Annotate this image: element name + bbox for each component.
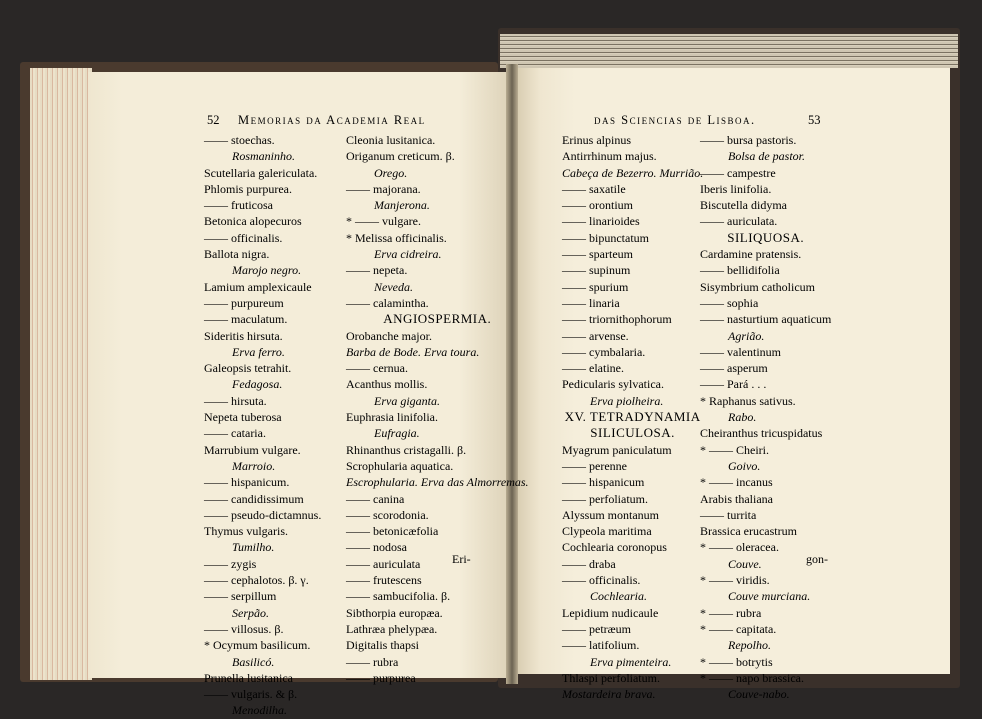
taxon-line: Phlomis purpurea. (204, 181, 292, 196)
taxon-line: * Raphanus sativus. (700, 393, 796, 408)
taxon-line: —— supinum (562, 263, 631, 278)
taxon-line: —— petræum (562, 621, 631, 636)
taxon-line: Acanthus mollis. (346, 377, 428, 392)
taxon-line: Biscutella didyma (700, 198, 787, 213)
section-heading: SILIQUOSA. (727, 229, 805, 245)
taxon-line: Prunella lusitanica (204, 670, 293, 685)
taxon-line: Alyssum montanum (562, 507, 660, 522)
taxon-line: * —— Cheiri. (700, 442, 769, 457)
taxon-line: Cheiranthus tricuspidatus (700, 426, 823, 441)
taxon-line: Nepeta tuberosa (204, 410, 282, 425)
common-name-line: Erva ferro. (232, 344, 285, 359)
taxon-line: —— triornithophorum (562, 312, 672, 327)
taxon-line: —— arvense. (562, 328, 629, 343)
left-page-column-2 (346, 132, 529, 686)
taxon-line: Orobanche major. (346, 328, 432, 343)
right-page-number: 53 (808, 113, 821, 127)
taxon-line: —— fruticosa (204, 198, 273, 213)
left-catchword: Eri- (452, 552, 471, 566)
taxon-line: Digitalis thapsi (346, 638, 419, 653)
taxon-line: —— candidissimum (204, 491, 304, 506)
taxon-line: * Ocymum basilicum. (204, 638, 311, 653)
taxon-line: —— cymbalaria. (562, 344, 646, 359)
taxon-line: —— campestre (700, 165, 776, 180)
taxon-line: Cardamine pratensis. (700, 247, 802, 262)
common-name-line: Erva pimenteira. (590, 654, 672, 669)
common-name-line: Erva cidreira. (374, 247, 442, 262)
taxon-line: —— latifolium. (562, 638, 640, 653)
taxon-line: —— cernua. (346, 361, 408, 376)
common-name-line: Escrophularia. Erva das Almorremas. (346, 475, 529, 490)
taxon-line: —— valentinum (700, 344, 781, 359)
taxon-line: Thymus vulgaris. (204, 524, 288, 539)
taxon-line: Brassica erucastrum (700, 524, 797, 539)
taxon-line: Clypeola maritima (562, 524, 652, 539)
taxon-line: —— serpillum (204, 589, 277, 604)
taxon-line: Lathræa phelypæa. (346, 621, 438, 636)
taxon-line: —— calamintha. (346, 295, 429, 310)
taxon-line: —— canina (346, 491, 405, 506)
taxon-line: —— Pará . . . (700, 377, 767, 392)
common-name-line: Erva giganta. (374, 393, 440, 408)
taxon-line: Arabis thaliana (700, 491, 773, 506)
right-page-column-2 (700, 132, 831, 702)
common-name-line: Orego. (374, 165, 408, 180)
taxon-line: Sisymbrium catholicum (700, 279, 815, 294)
taxon-line: —— cephalotos. β. γ. (204, 573, 309, 588)
taxon-line: Scrophularia aquatica. (346, 458, 454, 473)
taxon-line: —— hispanicum (562, 475, 645, 490)
taxon-line: —— bipunctatum (562, 230, 649, 245)
common-name-line: Menodilha. (232, 703, 287, 718)
taxon-line: —— officinalis. (562, 573, 641, 588)
common-name-line: Marojo negro. (232, 263, 302, 278)
taxon-line: Lepidium nudicaule (562, 605, 659, 620)
taxon-line: —— auriculata. (700, 214, 778, 229)
page-edges-left (30, 68, 92, 680)
common-name-line: Manjerona. (374, 198, 430, 213)
taxon-line: —— rubra (346, 654, 399, 669)
taxon-line: —— maculatum. (204, 312, 288, 327)
common-name-line: Goivo. (728, 458, 761, 473)
taxon-line: —— linarioides (562, 214, 640, 229)
common-name-line: Bolsa de pastor. (728, 149, 806, 164)
left-page-column-1 (204, 132, 321, 719)
taxon-line: —— sambucifolia. β. (346, 589, 451, 604)
common-name-line: Erva piolheira. (590, 393, 664, 408)
taxon-line: —— purpurea (346, 670, 416, 685)
common-name-line: Rabo. (728, 410, 757, 425)
taxon-line: * —— viridis. (700, 573, 770, 588)
common-name-line: Repolho. (728, 638, 771, 653)
taxon-line: —— cataria. (204, 426, 266, 441)
taxon-line: —— sophia (700, 295, 759, 310)
taxon-line: —— nodosa (346, 540, 407, 555)
taxon-line: Galeopsis tetrahit. (204, 361, 292, 376)
taxon-line: Sideritis hirsuta. (204, 328, 283, 343)
right-running-head: das Sciencias de Lisboa. (594, 113, 756, 127)
taxon-line: * —— botrytis (700, 654, 773, 669)
taxon-line: —— asperum (700, 361, 768, 376)
taxon-line: * —— capitata. (700, 621, 777, 636)
common-name-line: Barba de Bode. Erva toura. (346, 344, 480, 359)
common-name-line: Cabeça de Bezerro. Murrião. (562, 165, 704, 180)
taxon-line: —— bellidifolia (700, 263, 780, 278)
taxon-line: —— turrita (700, 507, 757, 522)
taxon-line: * —— oleracea. (700, 540, 779, 555)
taxon-line: —— betonicæfolia (346, 524, 439, 539)
taxon-line: Scutellaria galericulata. (204, 165, 318, 180)
common-name-line: Basilicó. (232, 654, 275, 669)
taxon-line: —— linaria (562, 295, 620, 310)
right-page-column-1 (562, 132, 703, 702)
common-name-line: Rosmaninho. (232, 149, 295, 164)
section-heading: ANGIOSPERMIA. (383, 311, 492, 327)
common-name-line: Couve-nabo. (728, 687, 790, 702)
taxon-line: —— majorana. (346, 181, 421, 196)
taxon-line: —— bursa pastoris. (700, 133, 797, 147)
common-name-line: Couve murciana. (728, 589, 811, 604)
taxon-line: —— spurium (562, 279, 629, 294)
taxon-line: —— stoechas. (204, 133, 275, 147)
common-name-line: Mostardeira brava. (562, 687, 656, 702)
common-name-line: Eufragia. (374, 426, 420, 441)
taxon-line: Pedicularis sylvatica. (562, 377, 664, 392)
taxon-line: —— auriculata (346, 556, 421, 571)
taxon-line: Ballota nigra. (204, 247, 270, 262)
taxon-line: Erinus alpinus (562, 133, 631, 147)
taxon-line: Rhinanthus cristagalli. β. (346, 442, 467, 457)
taxon-line: * —— napo brassica. (700, 670, 804, 685)
common-name-line: Serpão. (232, 605, 269, 620)
taxon-line: * —— rubra (700, 605, 762, 620)
taxon-line: Antirrhinum majus. (562, 149, 657, 164)
taxon-line: Origanum creticum. β. (346, 149, 455, 164)
taxon-line: Myagrum paniculatum (562, 442, 672, 457)
taxon-line: —— nasturtium aquaticum (700, 312, 832, 327)
taxon-line: —— elatine. (562, 361, 624, 376)
taxon-line: —— pseudo-dictamnus. (204, 507, 322, 522)
taxon-line: Betonica alopecuros (204, 214, 302, 229)
taxon-line: —— hirsuta. (204, 393, 267, 408)
taxon-line: —— perenne (562, 458, 627, 473)
taxon-line: —— officinalis. (204, 230, 283, 245)
section-heading: SILICULOSA. (590, 425, 675, 441)
taxon-line: Sibthorpia europæa. (346, 605, 443, 620)
common-name-line: Marroio. (232, 458, 276, 473)
section-heading: XV. TETRADYNAMIA (564, 409, 701, 425)
taxon-line: Cochlearia coronopus (562, 540, 667, 555)
taxon-line: —— saxatile (562, 181, 626, 196)
taxon-line: —— draba (562, 556, 616, 571)
left-running-head: Memorias da Academia Real (238, 113, 426, 127)
common-name-line: Agrião. (728, 328, 765, 343)
common-name-line: Neveda. (374, 279, 413, 294)
common-name-line: Tumilho. (232, 540, 275, 555)
taxon-line: Euphrasia linifolia. (346, 410, 438, 425)
taxon-line: * Melissa officinalis. (346, 230, 447, 245)
right-catchword: gon- (806, 552, 828, 566)
taxon-line: —— scorodonia. (346, 507, 429, 522)
taxon-line: —— sparteum (562, 247, 633, 262)
taxon-line: Marrubium vulgare. (204, 442, 301, 457)
taxon-line: Cleonia lusitanica. (346, 133, 436, 147)
taxon-line: —— hispanicum. (204, 475, 290, 490)
taxon-line: Iberis linifolia. (700, 181, 772, 196)
taxon-line: Lamium amplexicaule (204, 279, 312, 294)
page-edges-top (500, 34, 958, 68)
taxon-line: —— orontium (562, 198, 633, 213)
left-page-number: 52 (207, 113, 220, 127)
taxon-line: —— villosus. β. (204, 621, 284, 636)
taxon-line: —— vulgaris. & β. (204, 687, 298, 702)
taxon-line: —— perfoliatum. (562, 491, 648, 506)
taxon-line: Thlaspi perfoliatum. (562, 670, 660, 685)
taxon-line: —— purpureum (204, 295, 284, 310)
taxon-line: —— zygis (204, 556, 257, 571)
taxon-line: * —— incanus (700, 475, 773, 490)
common-name-line: Fedagosa. (232, 377, 283, 392)
common-name-line: Cochlearia. (590, 589, 647, 604)
taxon-line: —— frutescens (346, 573, 422, 588)
common-name-line: Couve. (728, 556, 762, 571)
taxon-line: * —— vulgare. (346, 214, 421, 229)
taxon-line: —— nepeta. (346, 263, 408, 278)
